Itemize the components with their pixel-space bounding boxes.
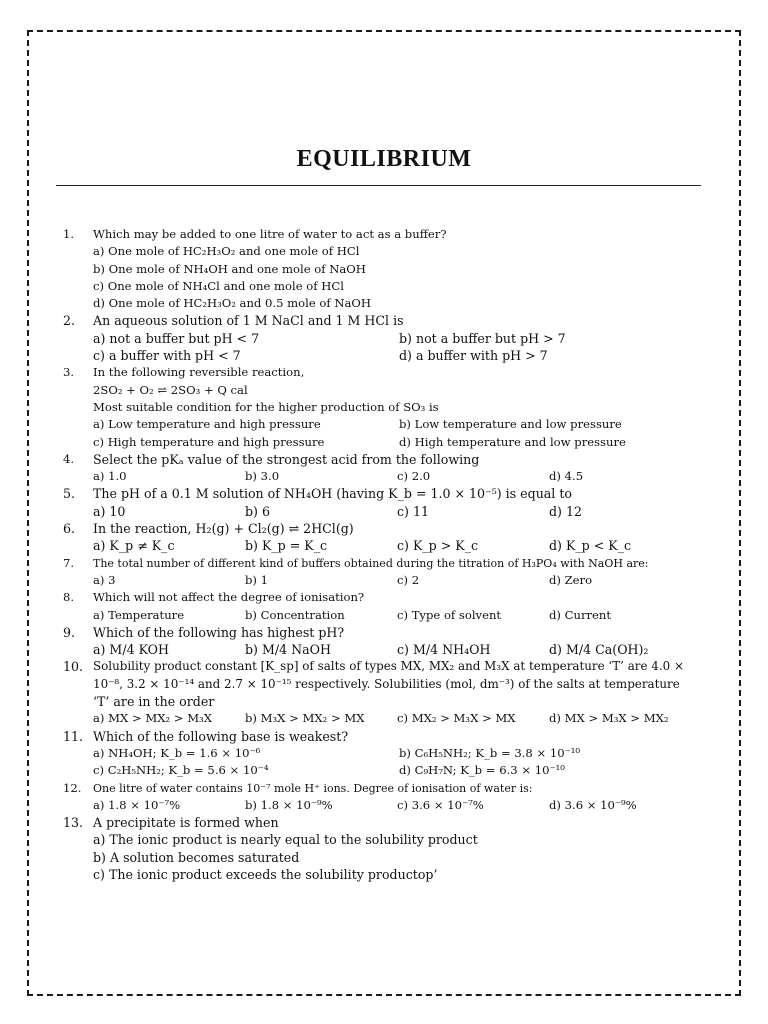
option: a) NH₄OH; K_b = 1.6 × 10⁻⁶ (93, 745, 261, 760)
option: a) 1.0 (93, 469, 127, 484)
question-9 (56, 624, 716, 659)
question-5 (56, 485, 716, 520)
option: d) 4.5 (549, 469, 584, 484)
option: b) 1 (245, 572, 269, 587)
question-10 (56, 658, 716, 727)
option: b) K_p = K_c (245, 538, 328, 554)
option: d) Current (549, 607, 612, 622)
question-text: In the following reversible reaction, (93, 365, 305, 380)
option: d) High temperature and low pressure (399, 434, 626, 449)
option-row (93, 347, 716, 364)
question-2 (56, 312, 716, 364)
question-number: 8. (63, 590, 75, 605)
option-row (93, 416, 716, 433)
question-number: 7. (63, 555, 75, 570)
option-row (93, 330, 716, 347)
question-8 (56, 589, 716, 624)
option: c) 2 (397, 572, 420, 587)
question-text-cont: Most suitable condition for the higher production of SO₃ is (93, 399, 439, 414)
option: a) Low temperature and high pressure (93, 417, 321, 432)
option: a) MX > MX₂ > M₃X (93, 711, 212, 726)
question-number: 4. (63, 451, 75, 466)
option: a) not a buffer but pH < 7 (93, 330, 260, 346)
option: b) A solution becomes saturated (93, 849, 300, 865)
option: b) Low temperature and low pressure (399, 417, 622, 432)
question-text: Which will not affect the degree of ionisation? (93, 590, 365, 605)
option: b) 3.0 (245, 469, 280, 484)
option: b) 6 (245, 503, 270, 519)
option-row (93, 572, 716, 589)
question-number: 12. (63, 780, 82, 795)
option: b) not a buffer but pH > 7 (399, 330, 566, 346)
question-text: The total number of different kind of buffers obtained during the titration of H₃PO₄ with NaOH are: (93, 556, 649, 570)
option: d) M/4 Ca(OH)₂ (549, 642, 649, 658)
option: c) 11 (397, 503, 429, 519)
option: b) Concentration (245, 607, 345, 622)
option: a) M/4 KOH (93, 642, 169, 658)
option: d) Zero (549, 572, 593, 587)
question-7 (56, 555, 716, 590)
option: b) M₃X > MX₂ > MX (245, 711, 365, 726)
option: b) C₆H₅NH₂; K_b = 3.8 × 10⁻¹⁰ (399, 745, 581, 760)
option: a) K_p ≠ K_c (93, 538, 175, 554)
option-row (93, 607, 716, 624)
option: a) 10 (93, 503, 126, 519)
option: d) C₉H₇N; K_b = 6.3 × 10⁻¹⁰ (399, 763, 565, 778)
question-text: A precipitate is formed when (93, 815, 279, 831)
question-number: 5. (63, 486, 76, 502)
option: c) a buffer with pH < 7 (93, 348, 241, 364)
question-number: 3. (63, 365, 75, 380)
option: c) 2.0 (397, 469, 431, 484)
option-row (93, 745, 716, 762)
reaction-equation: 2SO₂ + O₂ ⇌ 2SO₃ + Q cal (93, 382, 248, 397)
question-number: 2. (63, 313, 76, 329)
question-text: One litre of water contains 10⁻⁷ mole H⁺ ions. Degree of ionisation of water is: (93, 781, 533, 795)
question-text: Select the pKₐ value of the strongest acid from the following (93, 451, 480, 467)
option: d) a buffer with pH > 7 (399, 348, 548, 364)
option-row (93, 434, 716, 451)
option: a) Temperature (93, 607, 185, 622)
question-text: Which may be added to one litre of water to act as a buffer? (93, 227, 447, 241)
question-text: An aqueous solution of 1 M NaCl and 1 M HCl is (93, 313, 404, 329)
option: c) One mole of NH₄Cl and one mole of HCl (93, 278, 344, 293)
option: c) Type of solvent (397, 607, 502, 622)
option-row (93, 797, 716, 814)
option: d) K_p < K_c (549, 538, 632, 554)
option: a) The ionic product is nearly equal to the solubility product (93, 832, 478, 848)
option-row (93, 503, 716, 520)
question-number: 13. (63, 815, 84, 831)
question-text: The pH of a 0.1 M solution of NH₄OH (having K_b = 1.0 × 10⁻⁵) is equal to (93, 486, 572, 502)
question-1 (56, 226, 716, 312)
option-row (93, 762, 716, 779)
option: a) One mole of HC₂H₃O₂ and one mole of HCl (93, 244, 360, 259)
option: c) 3.6 × 10⁻⁷% (397, 797, 484, 812)
question-11 (56, 728, 716, 780)
option: c) C₂H₅NH₂; K_b = 5.6 × 10⁻⁴ (93, 763, 269, 778)
question-number: 6. (63, 521, 76, 537)
title-divider (56, 185, 701, 186)
option: c) M/4 NH₄OH (397, 642, 491, 658)
question-13 (56, 814, 716, 883)
option: c) The ionic product exceeds the solubility productop’ (93, 866, 438, 882)
question-4 (56, 451, 716, 486)
question-12 (56, 780, 716, 815)
question-6 (56, 520, 716, 555)
option-row (93, 537, 716, 554)
question-text: Which of the following has highest pH? (93, 624, 345, 640)
question-3 (56, 364, 716, 450)
option: c) MX₂ > M₃X > MX (397, 711, 516, 726)
option: b) M/4 NaOH (245, 642, 331, 658)
option: c) K_p > K_c (397, 538, 479, 554)
option: a) 1.8 × 10⁻⁷% (93, 797, 181, 812)
option: d) 3.6 × 10⁻⁹% (549, 797, 637, 812)
question-number: 1. (63, 227, 75, 241)
question-number: 11. (63, 728, 84, 744)
option: c) High temperature and high pressure (93, 434, 325, 449)
option: d) One mole of HC₂H₃O₂ and 0.5 mole of NaOH (93, 296, 372, 311)
page-title: EQUILIBRIUM (296, 146, 472, 172)
question-text: In the reaction, H₂(g) + Cl₂(g) ⇌ 2HCl(g) (93, 521, 354, 537)
option: d) MX > M₃X > MX₂ (549, 711, 669, 726)
option-row (93, 710, 716, 727)
option-row (93, 641, 716, 658)
question-text-cont: ‘T’ are in the order (93, 694, 215, 710)
option: b) 1.8 × 10⁻⁹% (245, 797, 333, 812)
option: b) One mole of NH₄OH and one mole of NaOH (93, 261, 366, 276)
question-text-cont: 10⁻⁸, 3.2 × 10⁻¹⁴ and 2.7 × 10⁻¹⁵ respectively. Solubilities (mol, dm⁻³) of the salts at temperature (93, 676, 680, 691)
question-number: 9. (63, 624, 76, 640)
option: a) 3 (93, 572, 116, 587)
option: d) 12 (549, 503, 583, 519)
option-row (93, 468, 716, 485)
question-number: 10. (63, 659, 84, 675)
question-text: Solubility product constant [K_sp] of salts of types MX, MX₂ and M₃X at temperature ‘T’ are 4.0 × (93, 659, 684, 674)
question-text: Which of the following base is weakest? (93, 728, 349, 744)
question-list (56, 226, 716, 883)
